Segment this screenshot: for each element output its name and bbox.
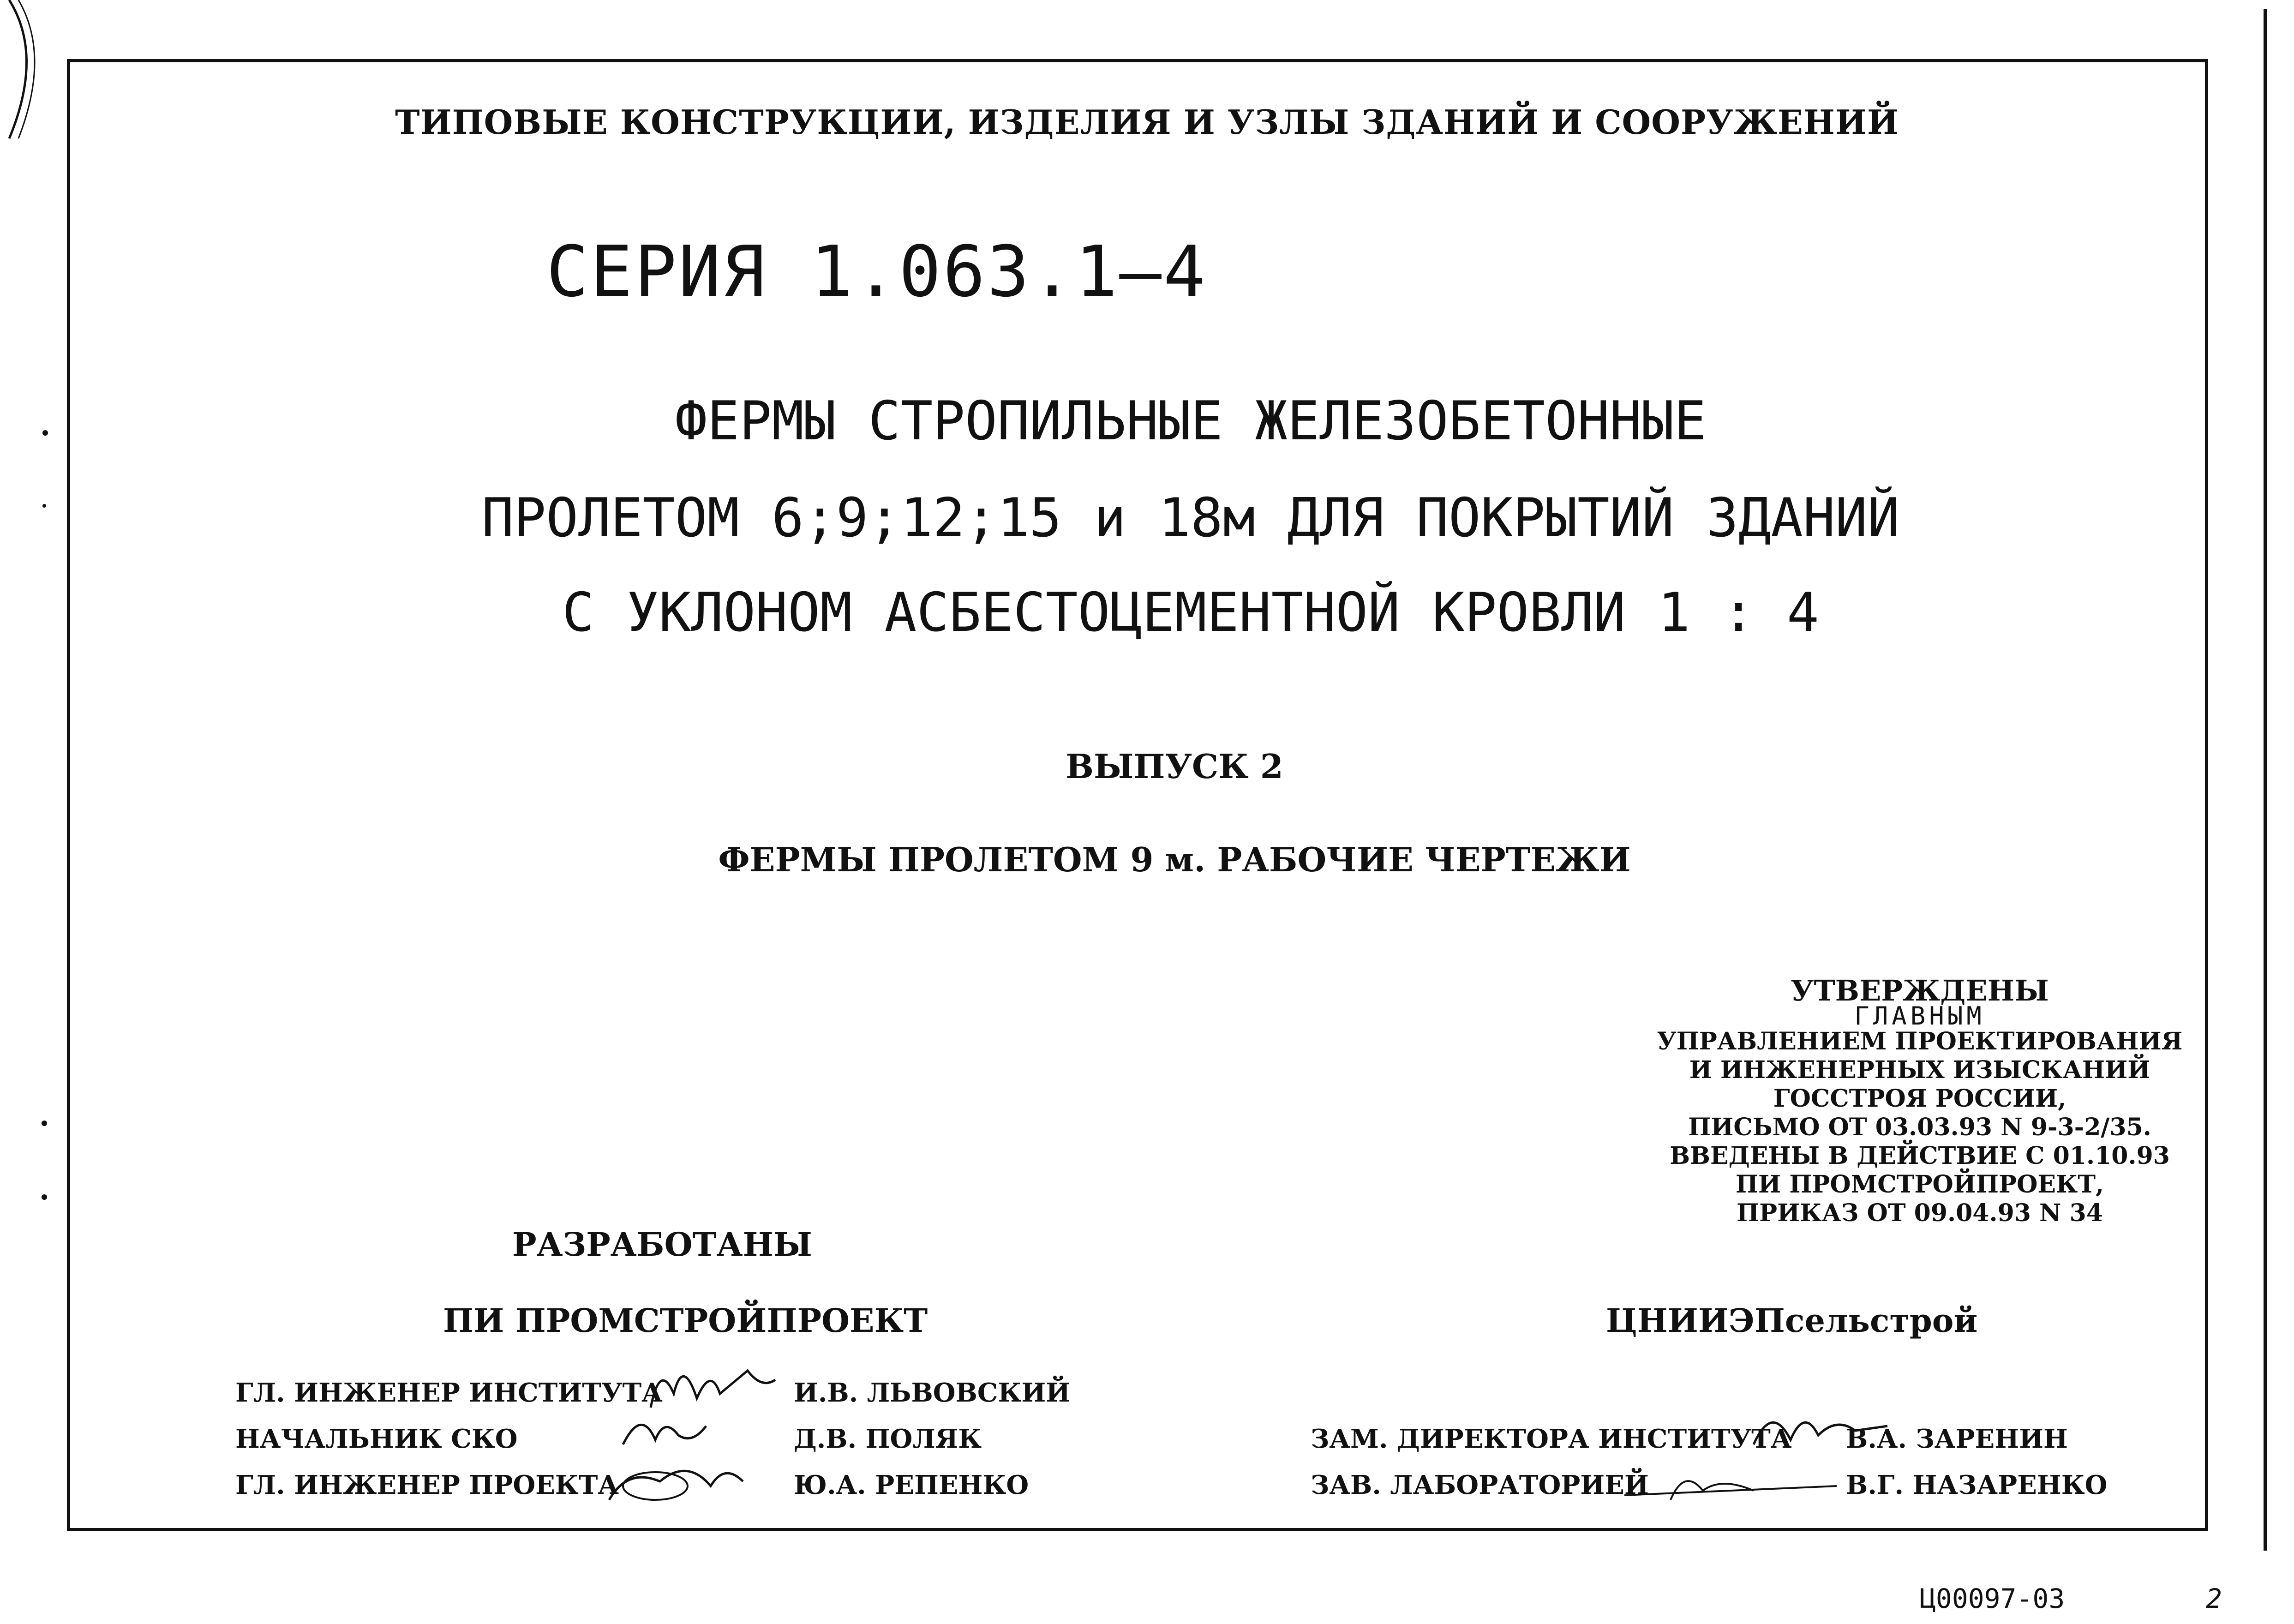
signer-role: ЗАМ. ДИРЕКТОРА ИНСТИТУТА: [1311, 1424, 1792, 1454]
signer-role: ГЛ. ИНЖЕНЕР ПРОЕКТА: [235, 1470, 619, 1500]
signer-role: ЗАВ. ЛАБОРАТОРИЕЙ: [1311, 1470, 1649, 1500]
signer-name: В.А. ЗАРЕНИН: [1846, 1424, 2068, 1454]
org-promstroiproekt: ПИ ПРОМСТРОЙПРОЕКТ: [443, 1301, 928, 1340]
approval-line: ПИ ПРОМСТРОЙПРОЕКТ,: [1735, 1170, 2104, 1199]
signature-repenko: [600, 1449, 752, 1509]
issue-subtitle: ФЕРМЫ ПРОЛЕТОМ 9 м. РАБОЧИЕ ЧЕРТЕЖИ: [718, 840, 1631, 879]
approval-line: ВВЕДЕНЫ В ДЕЙСТВИЕ С 01.10.93: [1670, 1142, 2170, 1170]
approval-heading: УТВЕРЖДЕНЫ: [1791, 974, 2049, 1007]
signer-role: НАЧАЛЬНИК СКО: [235, 1424, 518, 1454]
signature-polyak: [614, 1403, 715, 1454]
approval-line: И ИНЖЕНЕРНЫХ ИЗЫСКАНИЙ: [1689, 1056, 2150, 1084]
title-line-1: ФЕРМЫ СТРОПИЛЬНЫЕ ЖЕЛЕЗОБЕТОННЫЕ: [675, 390, 1707, 452]
title-line-3: С УКЛОНОМ АСБЕСТОЦЕМЕНТНОЙ КРОВЛИ 1 : 4: [562, 581, 1819, 644]
approval-line: ПРИКАЗ ОТ 09.04.93 N 34: [1736, 1199, 2103, 1227]
approval-line: УПРАВЛЕНИЕМ ПРОЕКТИРОВАНИЯ: [1657, 1027, 2183, 1055]
signature-nazarenko: [1615, 1458, 1846, 1509]
margin-dot: [42, 1121, 47, 1126]
approval-line: ГОССТРОЯ РОССИИ,: [1773, 1085, 2066, 1113]
approval-handwritten: ГЛАВНЫМ: [1854, 1001, 1985, 1031]
org-tsniiepselstroi: ЦНИИЭПсельстрой: [1606, 1301, 1978, 1340]
approval-line: ПИСЬМО ОТ 03.03.93 N 9-3-2/35.: [1688, 1113, 2151, 1141]
signer-name: В.Г. НАЗАРЕНКО: [1846, 1470, 2108, 1500]
series-title: СЕРИЯ 1.063.1–4: [546, 231, 1208, 312]
signer-role: ГЛ. ИНЖЕНЕР ИНСТИТУТА: [235, 1378, 663, 1408]
top-heading: ТИПОВЫЕ КОНСТРУКЦИИ, ИЗДЕЛИЯ И УЗЛЫ ЗДАНИЙ И СООРУЖЕНИЙ: [395, 102, 1899, 142]
signature-zarenin: [1744, 1398, 1892, 1458]
signer-name: И.В. ЛЬВОВСКИЙ: [794, 1378, 1071, 1408]
document-code: Ц00097-03: [1920, 1583, 2065, 1614]
signer-name: Д.В. ПОЛЯК: [794, 1424, 982, 1454]
title-line-2: ПРОЛЕТОМ 6;9;12;15 и 18м ДЛЯ ПОКРЫТИЙ ЗДАНИЙ: [481, 487, 1900, 549]
issue-number: ВЫПУСК 2: [1066, 747, 1283, 786]
margin-dot: [42, 1194, 47, 1200]
signer-name: Ю.А. РЕПЕНКО: [794, 1470, 1029, 1500]
page-number: 2: [2206, 1583, 2222, 1614]
developed-heading: РАЗРАБОТАНЫ: [512, 1225, 812, 1264]
